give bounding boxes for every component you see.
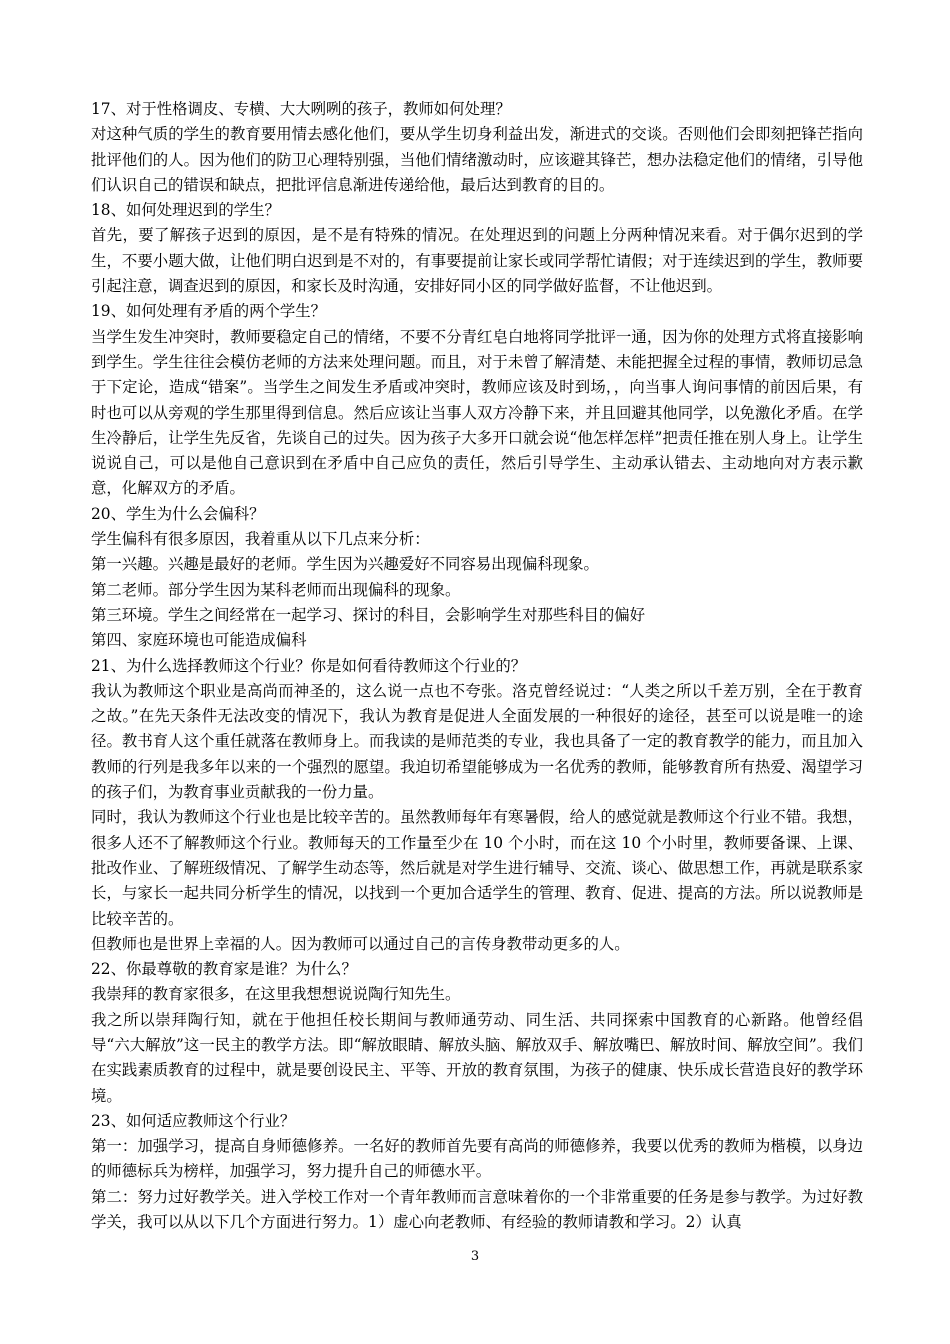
- answer-paragraph: 第二老师。部分学生因为某科老师而出现偏科的现象。: [91, 580, 461, 599]
- answer-paragraph: 我认为教师这个职业是高尚而神圣的，这么说一点也不夸张。洛克曾经说过：“人类之所以千差万别，全在于教育之故。”在先天条件无法改变的情况下，我认为教育是促进人全面发展的一种很好的途径，甚至可以说是唯一的途径。教书育人这个重任就落在教师身上。而我读的是师范类的专业，我也具备了一定的教育教学的能力，而且加入教师的行列是我多年以来的一个强烈的愿望。我迫切希望能够成为一名优秀的教师，能够教育所有热爱、渴望学习的孩子们，为教育事业贡献我的一份力量。: [91, 681, 863, 802]
- answer-paragraph: 首先，要了解孩子迟到的原因，是不是有特殊的情况。在处理迟到的问题上分两种情况来看。对于偶尔迟到的学生，不要小题大做，让他们明白迟到是不对的，有事要提前让家长或同学帮忙请假；对于连续迟到的学生，教师要引起注意，调查迟到的原因，和家长及时沟通，安排好同小区的同学做好监督，不让他迟到。: [91, 226, 863, 296]
- document-body: [91, 97, 863, 1235]
- question-heading: 20、学生为什么会偏科？: [91, 504, 265, 523]
- question-heading: 19、如何处理有矛盾的两个学生？: [91, 302, 327, 321]
- answer-paragraph: 第一：加强学习，提高自身师德修养。一名好的教师首先要有高尚的师德修养，我要以优秀的教师为楷模，以身边的师德标兵为榜样，加强学习，努力提升自己的师德水平。: [91, 1137, 863, 1181]
- page-number: 3: [470, 1249, 480, 1264]
- answer-paragraph: 我之所以崇拜陶行知，就在于他担任校长期间与教师通劳动、同生活、共同探索中国教育的心新路。他曾经倡导“六大解放”这一民主的教学方法。即“解放眼睛、解放头脑、解放双手、解放嘴巴、解放时间、解放空间”。我们在实践素质教育的过程中，就是要创设民主、平等、开放的教育氛围，为孩子的健康、快乐成长营造良好的教学环境。: [91, 1010, 863, 1105]
- answer-paragraph: 第三环境。学生之间经常在一起学习、探讨的科目，会影响学生对那些科目的偏好: [91, 605, 646, 624]
- question-heading: 22、你最尊敬的教育家是谁？为什么？: [91, 960, 357, 979]
- question-heading: 23、如何适应教师这个行业？: [91, 1111, 296, 1130]
- answer-paragraph: 第一兴趣。兴趣是最好的老师。学生因为兴趣爱好不同容易出现偏科现象。: [91, 555, 599, 574]
- answer-paragraph: 我崇拜的教育家很多，在这里我想想说说陶行知先生。: [91, 985, 461, 1004]
- answer-paragraph: 对这种气质的学生的教育要用情去感化他们，要从学生切身利益出发，渐进式的交谈。否则他们会即刻把锋芒指向批评他们的人。因为他们的防卫心理特别强，当他们情绪激动时，应该避其锋芒，想办法稳定他们的情绪，引导他们认识自己的错误和缺点，把批评信息渐进传递给他，最后达到教育的目的。: [91, 125, 863, 194]
- answer-paragraph: 但教师也是世界上幸福的人。因为教师可以通过自己的言传身教带动更多的人。: [91, 934, 630, 953]
- question-heading: 17、对于性格调皮、专横、大大咧咧的孩子，教师如何处理？: [91, 100, 511, 118]
- question-heading: 21、为什么选择教师这个行业？你是如何看待教师这个行业的？: [91, 656, 527, 675]
- answer-paragraph: 第四、家庭环境也可能造成偏科: [91, 631, 307, 650]
- answer-paragraph: 学生偏科有很多原因，我着重从以下几点来分析：: [91, 530, 430, 549]
- question-heading: 18、如何处理迟到的学生？: [91, 201, 280, 220]
- answer-paragraph: 当学生发生冲突时，教师要稳定自己的情绪，不要不分青红皂白地将同学批评一通，因为你的处理方式将直接影响到学生。学生往往会模仿老师的方法来处理问题。而且，对于未曾了解清楚、未能把握全过程的事情，教师切忌急于下定论，造成“错案”。当学生之间发生矛盾或冲突时，教师应该及时到场，，向当事人询问事情的前因后果，有时也可以从旁观的学生那里得到信息。然后应该让当事人双方冷静下来，并且回避其他同学，以免激化矛盾。在学生冷静后，让学生先反省，先谈自己的过失。因为孩子大多开口就会说“他怎样怎样”把责任推在别人身上。让学生说说自己，可以是他自己意识到在矛盾中自己应负的责任，然后引导学生、主动承认错去、主动地向对方表示歉意，化解双方的矛盾。: [91, 327, 863, 498]
- answer-paragraph: 第二：努力过好教学关。进入学校工作对一个青年教师而言意味着你的一个非常重要的任务是参与教学。为过好教学关，我可以从以下几个方面进行努力。1）虚心向老教师、有经验的教师请教和学习。2）认真: [91, 1187, 863, 1232]
- answer-paragraph: 同时，我认为教师这个行业也是比较辛苦的。虽然教师每年有寒暑假，给人的感觉就是教师这个行业不错。我想，很多人还不了解教师这个行业。教师每天的工作量至少在 10 个小时，而在这 10 个小时里，教师要备课、上课、批改作业、了解班级情况、了解学生动态等，然后就是对学生进行辅导、交流、谈心、做思想工作，再就是联系家长，与家长一起共同分析学生的情况，以找到一个更加合适学生的管理、教育、促进、提高的方法。所以说教师是比较辛苦的。: [91, 808, 863, 928]
